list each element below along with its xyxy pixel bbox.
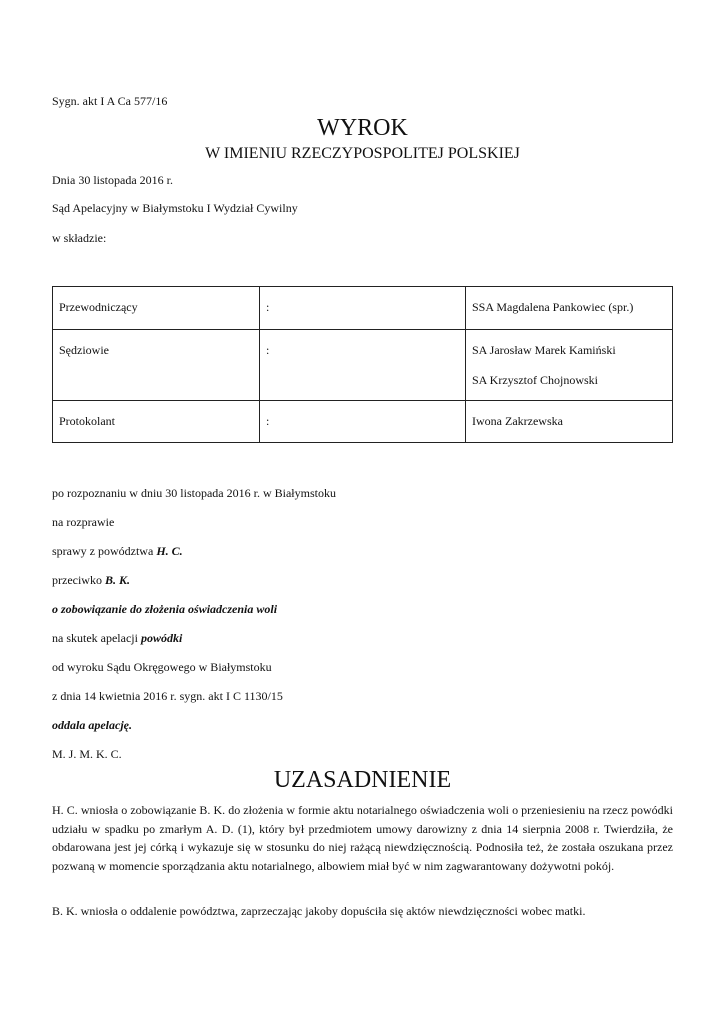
judge-name: SA Krzysztof Chojnowski	[472, 373, 598, 387]
judgment-date: Dnia 30 listopada 2016 r.	[52, 173, 173, 187]
names-cell	[466, 330, 673, 401]
names-cell: Iwona Zakrzewska	[466, 401, 673, 443]
case-signature: Sygn. akt I A Ca 577/16	[52, 94, 168, 108]
separator-cell: :	[260, 401, 466, 443]
defendant-prefix: przeciwko	[52, 573, 105, 587]
verdict: oddala apelację.	[52, 718, 132, 732]
separator-cell: :	[260, 287, 466, 330]
appeal-line	[52, 631, 182, 645]
justification-paragraph-2	[52, 902, 673, 921]
appeal-prefix: na skutek apelacji	[52, 631, 141, 645]
table-row	[53, 401, 673, 443]
defendant-line	[52, 573, 130, 587]
table-row	[53, 287, 673, 330]
names-cell: SSA Magdalena Pankowiec (spr.)	[466, 287, 673, 330]
case-subject: o zobowiązanie do złożenia oświadczenia woli	[52, 602, 278, 616]
plaintiff-name: H. C.	[156, 544, 183, 558]
document-subtitle: W IMIENIU RZECZYPOSPOLITEJ POLSKIEJ	[205, 145, 520, 162]
paragraph-text: B. K. wniosła o oddalenie powództwa, zaprzeczając jakoby dopuściła się aktów niewdzięczności wobec matki.	[52, 904, 586, 918]
role-cell: Przewodniczący	[53, 287, 260, 330]
court-name: Sąd Apelacyjny w Białymstoku I Wydział Cywilny	[52, 201, 298, 215]
lower-court: od wyroku Sądu Okręgowego w Białymstoku	[52, 660, 272, 674]
separator-cell: :	[260, 330, 466, 401]
composition-table	[52, 286, 673, 443]
table-row	[53, 330, 673, 401]
hearing-type: na rozprawie	[52, 515, 115, 529]
plaintiff-prefix: sprawy z powództwa	[52, 544, 157, 558]
justification-heading: UZASADNIENIE	[273, 767, 452, 793]
justification-paragraph-1	[52, 801, 673, 875]
judge-name: SA Jarosław Marek Kamiński	[472, 343, 616, 357]
role-cell: Sędziowie	[53, 330, 260, 401]
appellant: powódki	[140, 631, 183, 645]
hearing-info: po rozpoznaniu w dniu 30 listopada 2016 r. w Białymstoku	[52, 486, 336, 500]
composition-label: w składzie:	[52, 231, 107, 245]
document-title: WYROK	[317, 115, 408, 141]
judge-initials: M. J. M. K. C.	[52, 747, 122, 761]
role-cell: Protokolant	[53, 401, 260, 443]
plaintiff-line	[52, 544, 183, 558]
defendant-name: B. K.	[104, 573, 130, 587]
paragraph-text: H. C. wniosła o zobowiązanie B. K. do złożenia w formie aktu notarialnego oświadczenia woli o przeniesieniu na rzecz powódki udziału w spadku po zmarłym A. D. (1), który był przedmiotem umowy darowizny z dnia 14 sierpnia 2008 r. Twierdziła, że obdarowana jest jej córką i wykazuje się w stosunku do niej rażącą niewdzięcznością. Podnosiła też, że została oszukana przez pozwaną w momencie sporządzania aktu notarialnego, albowiem miał być w nim zagwarantowany dożywotni pokój.	[52, 803, 673, 873]
lower-court-ruling: z dnia 14 kwietnia 2016 r. sygn. akt I C 1130/15	[52, 689, 283, 703]
